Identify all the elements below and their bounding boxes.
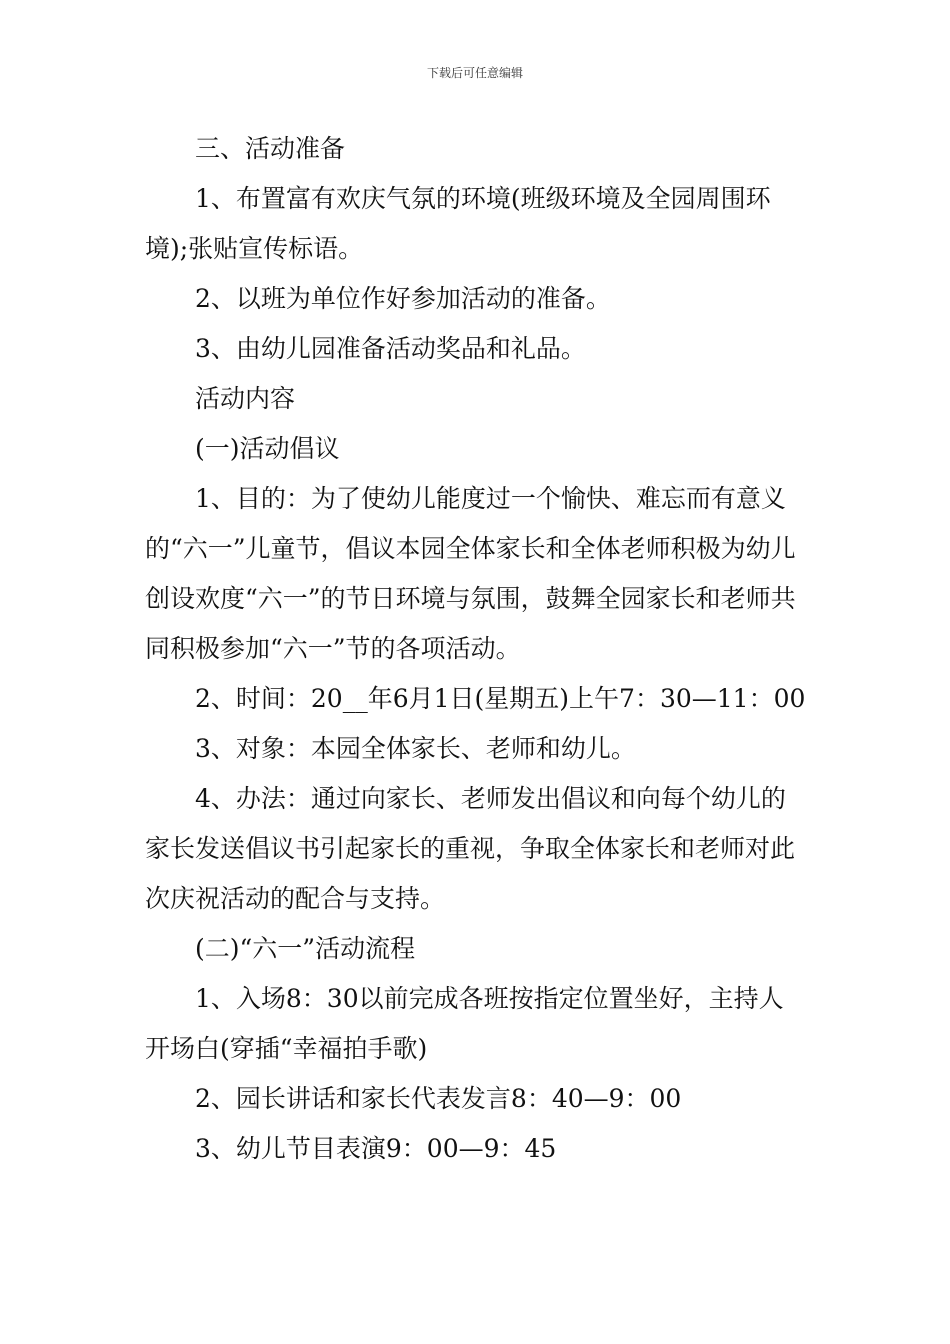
document-body xyxy=(145,124,807,1174)
page-header: 下载后可任意编辑 xyxy=(426,66,523,80)
section-heading-preparation: 三、活动准备 xyxy=(195,134,346,163)
section-heading-content: 活动内容 xyxy=(195,384,296,413)
subsection-heading-initiative: (一)活动倡议 xyxy=(195,434,340,463)
paragraph-item: 3、对象：本园全体家长、老师和幼儿。 xyxy=(195,734,636,763)
paragraph-item: 3、由幼儿园准备活动奖品和礼品。 xyxy=(195,334,586,363)
paragraph-item: 2、园长讲话和家长代表发言8：40—9：00 xyxy=(195,1084,682,1113)
paragraph-item: 1、目的：为了使幼儿能度过一个愉快、难忘而有意义的“六一”儿童节，倡议本园全体家长和全体老师积极为幼儿创设欢度“六一”的节日环境与氛围，鼓舞全园家长和老师共同积极参加“六一”节的各项活动。 xyxy=(145,484,796,663)
paragraph-item: 4、办法：通过向家长、老师发出倡议和向每个幼儿的家长发送倡议书引起家长的重视，争取全体家长和老师对此次庆祝活动的配合与支持。 xyxy=(145,784,796,913)
paragraph-item: 3、幼儿节目表演9：00—9：45 xyxy=(195,1134,557,1163)
paragraph-item: 1、入场8：30以前完成各班按指定位置坐好，主持人开场白(穿插“幸福拍手歌) xyxy=(145,984,784,1063)
paragraph-item: 2、时间：20__年6月1日(星期五)上午7：30—11：00 xyxy=(195,684,806,713)
paragraph-item: 2、以班为单位作好参加活动的准备。 xyxy=(195,284,611,313)
subsection-heading-process: (二)“六一”活动流程 xyxy=(195,934,416,963)
paragraph-item: 1、布置富有欢庆气氛的环境(班级环境及全园周围环境);张贴宣传标语。 xyxy=(145,184,771,263)
